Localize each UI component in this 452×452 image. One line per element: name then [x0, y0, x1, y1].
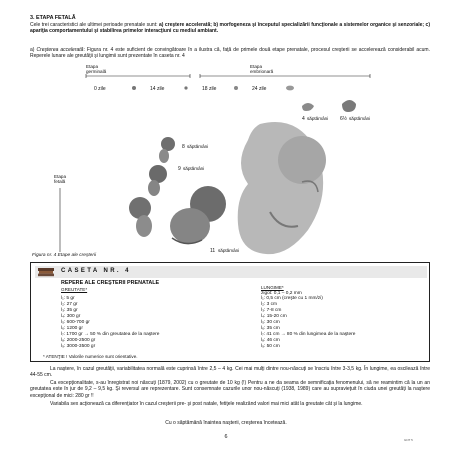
weight-row: l₈: 2000-2500 gr [61, 338, 96, 343]
body-paragraph-2: Ca excepţionalitate, s-au înregistrat noi născuţi (1879, 2002) cu o greutate de 10 kg (!) Pentru a ne da seama de semnificaţia fenomenului, să ne reamintim că la un an greutatea este în jur de 9,2 – 9,5 kg. Şi reversul are reprezentare. Sunt consemnate cazurile unor nou-născuţi (1938, 1989) care au supravieţuit în ciuda unei greutăţi la naştere excepţional de mici: 280 gr !! [30, 380, 430, 399]
growth-milestones-box [30, 262, 430, 362]
germinal-stage-label-bottom: germinală [86, 69, 107, 74]
length-row: l₂: 3 cm [261, 302, 277, 307]
book-stack-icon [37, 267, 55, 277]
embryo-6-5-weeks-icon [342, 100, 356, 112]
weight-row: l₅: 600-700 gr [61, 320, 90, 325]
weight-list [61, 296, 159, 350]
week-11-unit: săptămâni [218, 248, 240, 253]
day-mark-24: 24 zile [252, 86, 267, 92]
weight-column-header: GREUTATE* [61, 287, 88, 292]
fetus-8-weeks-icon [159, 137, 175, 163]
weight-row: l₇: 1700 gr → 50 % din greutatea de la naştere [61, 332, 160, 337]
weight-row: l₂: 27 gr [61, 302, 78, 307]
length-column-header: LUNGIME* [261, 285, 284, 290]
fetal-stage-label-bottom: fetală [54, 179, 66, 184]
length-row: l₈: 46 cm [261, 338, 280, 343]
para-a-rest: : Figura nr. 4 este suficient de convingătoare în a ilustra că, faţă de primele două etape prenatale, procesul creşterii se accelerează considerabil acum. Reperele lunare ale greutăţii şi lungimii sunt prezentate în caseta nr. 4 [30, 47, 430, 60]
week-9-unit: săptămâni [183, 166, 205, 171]
length-row: l₄: 15-20 cm [261, 314, 287, 319]
intro-bold: a) creştere accelerată; b) morfogeneza şi începutul specializării funcţionale a sistemelor organice şi senzoriale; c) apariţia comportamentului şi stabilirea primelor interacţiuni cu mediul ambiant. [30, 22, 430, 35]
embryo-4-weeks-icon [302, 103, 314, 111]
box-title: CASETA NR. 4 [61, 268, 131, 274]
fetus-large-silhouette-icon [238, 122, 326, 254]
length-row: l₆: 35 cm [261, 326, 280, 331]
week-8-number: 8 [182, 144, 185, 150]
page-number: 6 [224, 434, 228, 440]
week-6-5-unit: săptămâni [349, 116, 371, 121]
length-row: l₉: 50 cm [261, 344, 280, 349]
week-4-number: 4 [302, 116, 305, 122]
box-note: * ATENŢIE ! Valorile numerice sunt orientative. [43, 354, 138, 359]
fetal-stage-label-top: Etapa [54, 174, 67, 179]
body-paragraph-1: La naştere, în cazul greutăţii, variabilitatea normală este cuprinsă între 2,5 – 4 kg. Cei mai mulţi dintre nou-născuţi se înscriu între 3-3,5 kg. În lungime, ea oscilează între 44-55 cm. [30, 366, 430, 379]
zygote-cell-icon [132, 86, 136, 90]
blastocyst-icon [184, 86, 187, 89]
accelerated-growth-paragraph [30, 47, 430, 59]
fetus-11-weeks-icon [170, 186, 226, 244]
intro-lead: Cele trei caracteristici ale ultimei perioade prenatale sunt: [30, 22, 159, 28]
week-11-number: 11 [210, 248, 216, 254]
fetus-10-weeks-icon [129, 197, 152, 237]
box-subtitle: REPERE ALE CREŞTERII PRENATALE [61, 280, 160, 286]
figure-caption: Figura nr. 4 Etape ale creşterii [32, 253, 97, 258]
weight-row: l₃: 35 gr [61, 308, 78, 313]
para-a-italic: Creşterea accelerată [36, 47, 84, 53]
embryo-24-icon [286, 86, 294, 91]
fetus-9-weeks-icon [148, 165, 167, 196]
embryonic-stage-label-top: Etapa [250, 64, 263, 69]
weight-row: l₁: 5 gr [61, 296, 75, 301]
germinal-stage-label-top: Etapa [86, 64, 99, 69]
final-line: Cu o săptămână înaintea naşterii, creşterea încetează. [165, 420, 287, 426]
length-row: l₃: 7-8 cm [261, 308, 282, 313]
length-row: l₅: 30 cm [261, 320, 280, 325]
para-a-prefix: a) [30, 47, 37, 53]
week-6-5-number: 6½ [340, 116, 347, 122]
zygote-length: zigot: 0,1 – 0,2 mm [261, 291, 302, 296]
week-9-number: 9 [178, 166, 181, 172]
body-paragraph-3: Variabila sex acţionează ca diferenţiator în cazul creşterii pre- şi post natale, fetiţele realizând valori mai mici atât la greutate cât şi la lungime. [50, 401, 363, 407]
intro-paragraph [30, 22, 430, 34]
embryonic-stage-label-bottom: embrionară [250, 69, 274, 74]
growth-stages-figure [40, 62, 400, 260]
weight-row: l₆: 1200 gr [61, 326, 83, 331]
length-row: l₇: 41 cm → 80 % din lungimea de la naştere [261, 332, 356, 337]
day-mark-14: 14 zile [150, 86, 165, 92]
day-mark-18: 18 zile [202, 86, 217, 92]
week-4-unit: săptămâni [307, 116, 329, 121]
week-8-unit: săptămâni [187, 144, 209, 149]
section-title: 3. ETAPA FETALĂ [30, 15, 76, 21]
day-mark-0: 0 zile [94, 86, 106, 92]
embryo-18-icon [234, 86, 238, 90]
length-row: l₁: 0,5 cm (creşte cu 1 mm/zi) [261, 296, 323, 301]
weight-row: l₄: 300 gr [61, 314, 81, 319]
footer-code: GNT 5 [404, 438, 413, 442]
weight-row: l₉: 3000-3500 gr [61, 344, 96, 349]
length-list [261, 296, 355, 350]
